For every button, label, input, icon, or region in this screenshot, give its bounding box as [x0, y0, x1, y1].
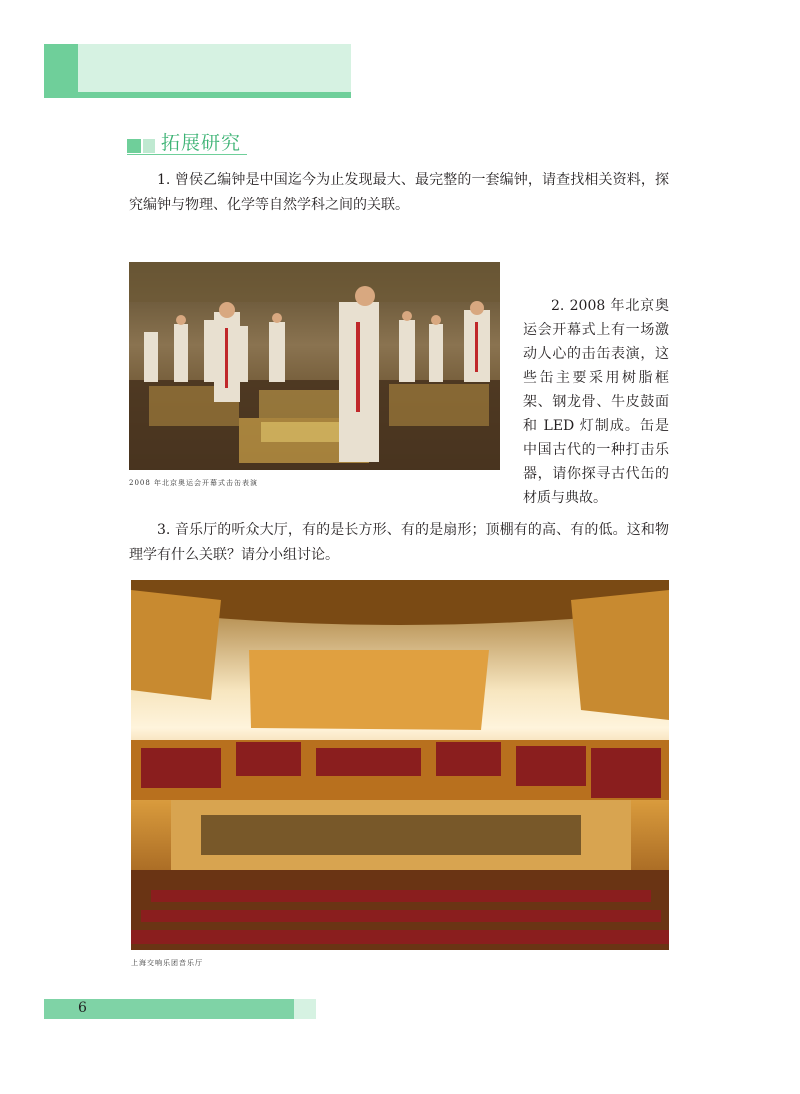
item-2-text: 2. 2008 年北京奥运会开幕式上有一场激动人心的击缶表演，这些缶主要采用树脂框架、钢龙骨、牛皮鼓面和 LED 灯制成。缶是中国古代的一种打击乐器，请你探寻古代缶的材质与典故。 — [523, 298, 669, 506]
footer-bar-light — [294, 999, 316, 1019]
header-band-underline — [78, 92, 351, 98]
title-marker-light — [143, 139, 155, 153]
section-title-text: 拓展研究 — [161, 131, 242, 154]
header-band-dark — [44, 44, 78, 98]
item-1-text: 1. 曾侯乙编钟是中国迄今为止发现最大、最完整的一套编钟，请查找相关资料，探究编钟与物理、化学等自然学科之间的关联。 — [129, 172, 669, 213]
fou-photo-caption: 2008 年北京奥运会开幕式击缶表演 — [129, 479, 259, 487]
section-title — [127, 126, 241, 156]
item-3-text: 3. 音乐厅的听众大厅，有的是长方形、有的是扇形；顶棚有的高、有的低。这和物理学有什么关联？请分小组讨论。 — [129, 522, 669, 563]
title-marker-dark — [127, 139, 141, 153]
header-band — [44, 44, 351, 98]
fou-performance-photo — [129, 262, 500, 470]
header-band-light — [78, 44, 351, 92]
concert-hall-photo — [131, 580, 669, 950]
page-number: 6 — [78, 1000, 87, 1016]
section-title-underline — [127, 154, 247, 155]
concert-hall-caption: 上海交响乐团音乐厅 — [131, 959, 203, 967]
